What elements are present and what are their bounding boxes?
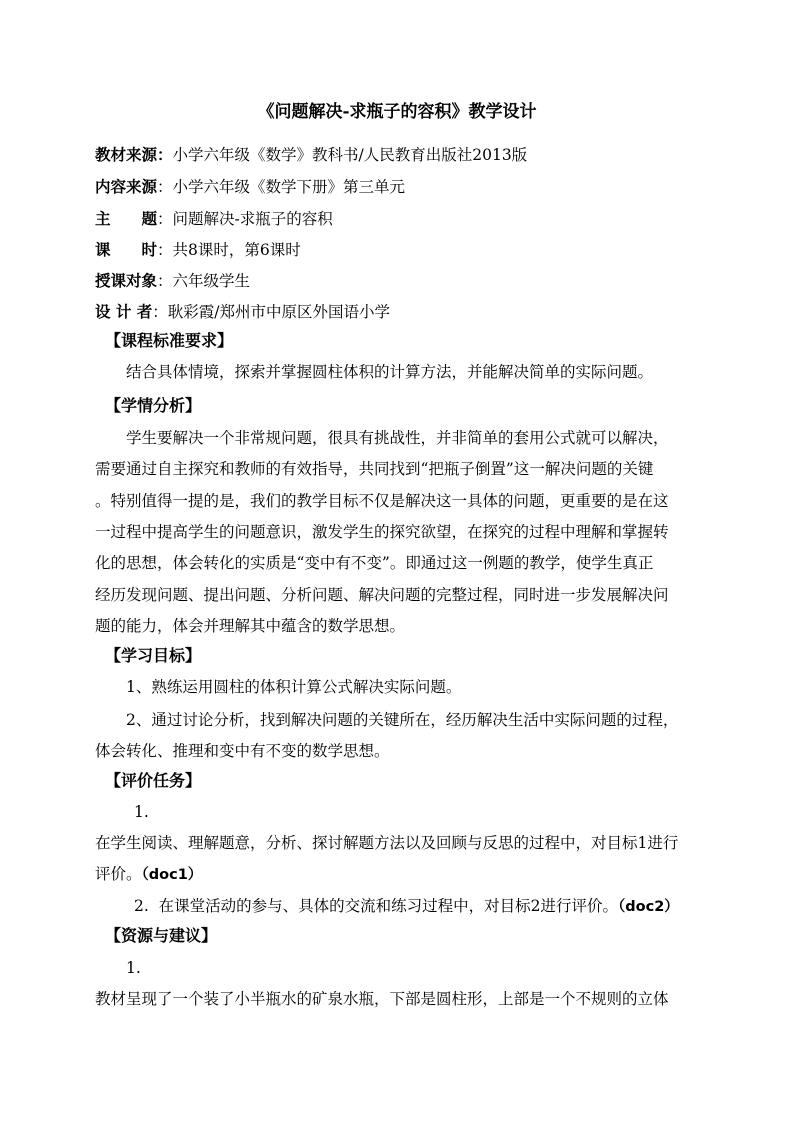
evaluation-item-2-number: 2.	[134, 897, 149, 915]
meta-audience-label: 授课对象	[95, 271, 158, 290]
document-title: 《问题解决-求瓶子的容积》教学设计	[257, 102, 537, 122]
evaluation-item-2-text: 在课堂活动的参与、具体的交流和练习过程中，对目标2进行评价。	[158, 897, 619, 915]
analysis-line-3: 。特别值得一提的是，我们的教学目标不仅是解决这一具体的问题，更重要的是在这	[95, 492, 669, 510]
meta-period	[95, 240, 705, 260]
analysis-line-6: 经历发现问题、提出问题、分析问题、解决问题的完整过程，同时进一步发展解决问	[95, 586, 669, 604]
evaluation-item-2	[134, 896, 744, 917]
analysis-line-1: 学生要解决一个非常规问题，很具有挑战性，并非简单的套用公式就可以解决，	[126, 429, 669, 447]
meta-content	[95, 177, 705, 197]
resources-item-1-line-1: 教材呈现了一个装了小半瓶水的矿泉水瓶，下部是圆柱形，上部是一个不规则的立体	[95, 990, 669, 1008]
evaluation-item-2-doc-tag: （doc2）	[618, 899, 679, 915]
section-heading-standard: 【课程标准要求】	[105, 331, 234, 350]
objective-item-1: 1、熟练运用圆柱的体积计算公式解决实际问题。	[126, 678, 462, 696]
meta-designer-label: 设 计 者	[95, 302, 153, 321]
meta-source	[95, 145, 705, 165]
meta-source-label: 教材来源：	[95, 145, 173, 164]
evaluation-item-1-line-2	[95, 864, 705, 885]
meta-designer	[95, 302, 705, 322]
evaluation-item-1-text: 评价。	[95, 865, 142, 883]
meta-topic-value: ：问题解决-求瓶子的容积	[157, 210, 333, 228]
evaluation-item-1-line-1: 在学生阅读、理解题意，分析、探讨解题方法以及回顾与反思的过程中，对目标1进行	[95, 834, 679, 852]
meta-topic	[95, 209, 705, 229]
meta-period-value: ：共8课时，第6课时	[157, 241, 301, 259]
section-heading-analysis: 【学情分析】	[105, 396, 202, 415]
meta-topic-label: 主 题	[95, 209, 158, 228]
objective-item-2-line-1: 2、通过讨论分析，找到解决问题的关键所在，经历解决生活中实际问题的过程，	[126, 711, 679, 729]
analysis-line-4: 一过程中提高学生的问题意识，激发学生的探究欲望，在探究的过程中理解和掌握转	[95, 523, 669, 541]
meta-content-label: 内容来源	[95, 177, 158, 196]
meta-audience	[95, 271, 705, 291]
meta-source-value: 小学六年级《数学》教科书/人民教育出版社2013版	[172, 146, 528, 164]
standard-text: 结合具体情境，探索并掌握圆柱体积的计算方法，并能解决简单的实际问题。	[126, 363, 654, 381]
meta-designer-value: ：耿彩霞/郑州市中原区外国语小学	[152, 303, 391, 321]
evaluation-item-1-number: 1.	[134, 803, 149, 821]
section-heading-resources: 【资源与建议】	[105, 926, 218, 945]
section-heading-objectives: 【学习目标】	[105, 646, 202, 665]
analysis-line-2: 需要通过自主探究和教师的有效指导，共同找到“把瓶子倒置”这一解决问题的关键	[95, 460, 654, 478]
section-heading-evaluation: 【评价任务】	[105, 771, 202, 790]
resources-item-1-number: 1.	[126, 959, 141, 977]
analysis-line-7: 题的能力，体会并理解其中蕴含的数学思想。	[95, 617, 406, 635]
objective-item-2-line-2: 体会转化、推理和变中有不变的数学思想。	[95, 742, 390, 760]
meta-content-value: ：小学六年级《数学下册》第三单元	[157, 178, 406, 196]
meta-period-label: 课 时	[95, 240, 158, 259]
meta-audience-value: ：六年级学生	[157, 272, 251, 290]
analysis-line-5: 化的思想，体会转化的实质是“变中有不变”。即通过这一例题的教学，使学生真正	[95, 554, 654, 572]
evaluation-item-1-doc-tag: （doc1）	[141, 867, 203, 883]
